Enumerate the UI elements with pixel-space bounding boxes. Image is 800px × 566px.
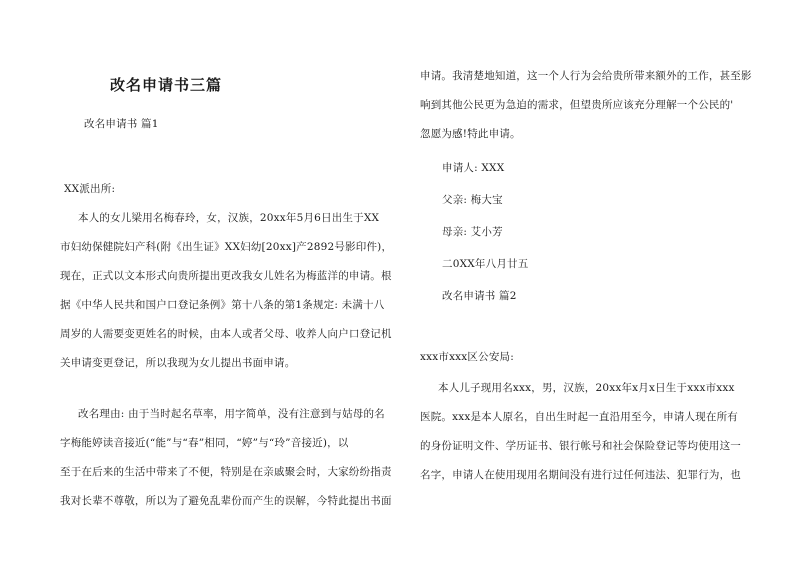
addressee-2: xxx市xxx区公安局: [420, 351, 514, 363]
paragraph-line: 忽愿为感!特此申请。 [420, 128, 521, 140]
mother-line: 母亲: 艾小芳 [442, 226, 503, 238]
paragraph-line: 本人的女儿梁用名梅春玲，女，汉族，20xx年5月6日出生于XX [78, 212, 380, 224]
paragraph-line: 申请。我清楚地知道，这一个人行为会给贵所带来额外的工作，甚至影 [420, 70, 752, 82]
paragraph-line: 关申请变更登记，所以我现为女儿提出书面申请。 [60, 357, 296, 369]
paragraph-line: 至于在后来的生活中带来了不便，特别是在亲戚聚会时，大家纷纷指责 [60, 466, 392, 478]
paragraph-line: 改名理由: 由于当时起名草率，用字简单，没有注意到与姑母的名 [78, 408, 385, 420]
paragraph-line: 响到其他公民更为急迫的需求，但望贵所应该充分理解一个公民的' [420, 99, 734, 111]
paragraph-line: 现在，正式以文本形式向贵所提出更改我女儿姓名为梅蓝洋的申请。根 [60, 270, 392, 282]
paragraph-line: 本人儿子现用名xxx，男，汉族，20xx年x月x日生于xxx市xxx [438, 382, 735, 394]
date-line: 二0XX年八月廿五 [442, 258, 529, 270]
father-line: 父亲: 梅大宝 [442, 194, 503, 206]
paragraph-line: 市妇幼保健院妇产科(附《出生证》XX妇幼[20xx]产2892号影印件)， [60, 241, 393, 253]
applicant-line: 申请人: XXX [442, 162, 505, 174]
paragraph-line: 周岁的人需要变更姓名的时候，由本人或者父母、收养人向户口登记机 [60, 328, 392, 340]
paragraph-line: 我对长辈不尊敬，所以为了避免乱辈份而产生的误解，今特此提出书面 [60, 495, 392, 507]
section-subtitle-2: 改名申请书 篇2 [442, 290, 517, 302]
document-title: 改名申请书三篇 [110, 76, 223, 94]
section-subtitle-1: 改名申请书 篇1 [84, 118, 159, 130]
paragraph-line: 的身份证明文件、学历证书、银行帐号和社会保险登记等均使用这一 [420, 440, 741, 452]
paragraph-line: 字梅能婷读音接近(“能”与“春”相同，“婷”与“玲”音接近)，以 [60, 437, 349, 449]
paragraph-line: 据《中华人民共和国户口登记条例》第十八条的第1条规定: 未满十八 [60, 299, 385, 311]
addressee-1: XX派出所: [64, 183, 116, 195]
paragraph-line: 名字，申请人在使用现用名期间没有进行过任何违法、犯罪行为，也 [420, 469, 741, 481]
paragraph-line: 医院。xxx是本人原名，自出生时起一直沿用至今，申请人现在所有 [420, 411, 738, 423]
